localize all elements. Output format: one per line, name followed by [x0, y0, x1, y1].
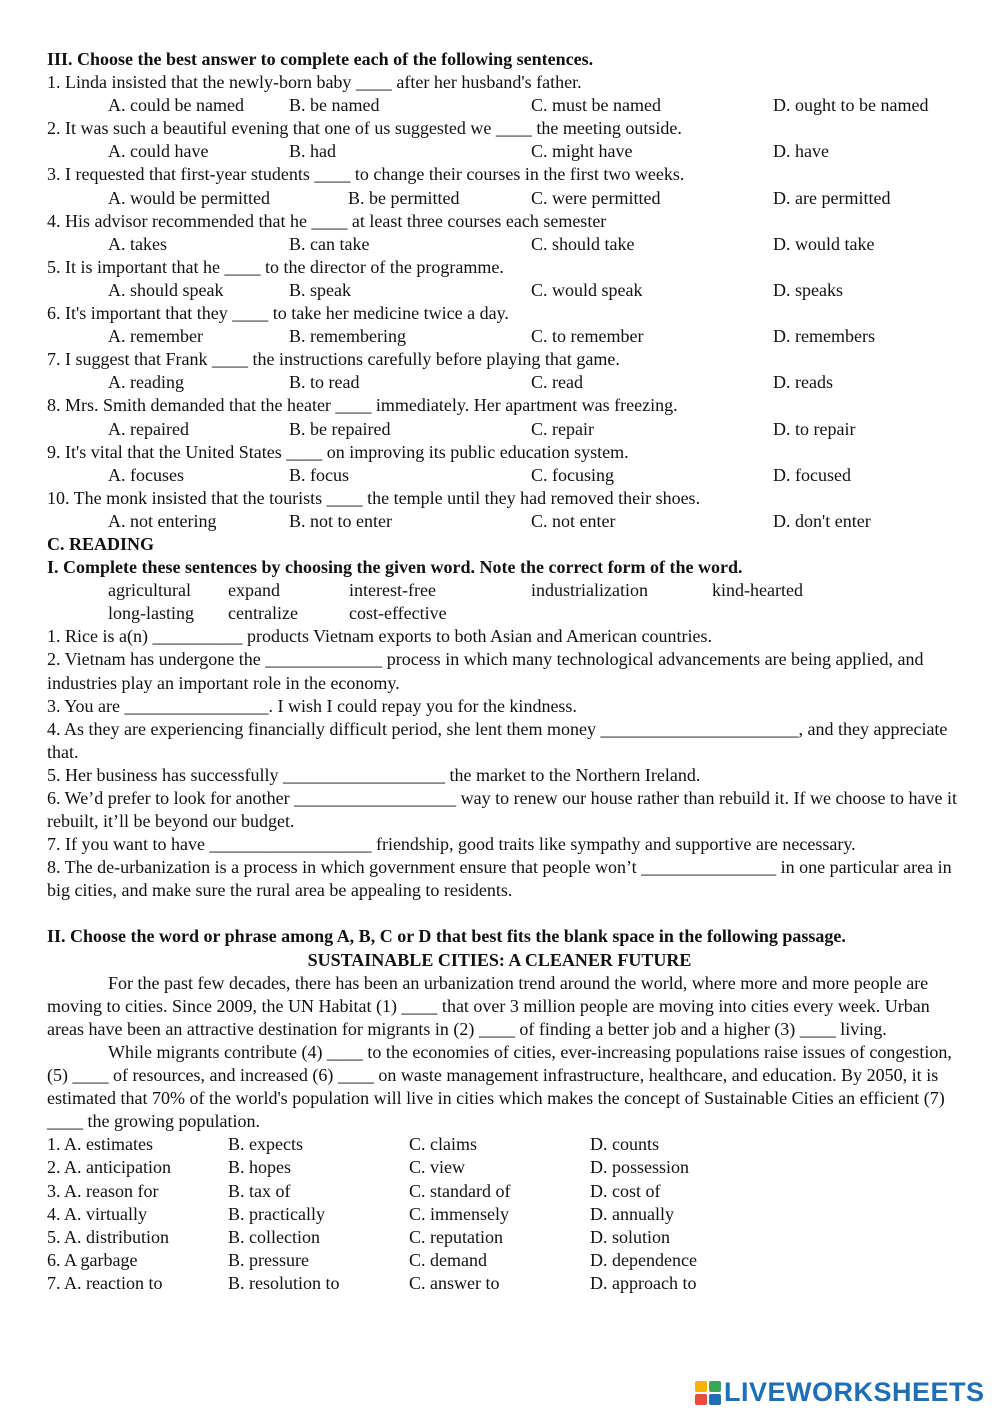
word-bank-item: kind-hearted — [712, 580, 803, 601]
logo-tile — [709, 1381, 721, 1392]
cloze-answer-row-4 — [47, 1203, 967, 1226]
option-d[interactable]: D. solution — [590, 1226, 671, 1247]
option-b[interactable]: B. pressure — [228, 1249, 309, 1270]
option-c[interactable]: C. immensely — [409, 1203, 509, 1224]
answer-options — [47, 233, 967, 256]
grammar-question-8 — [47, 394, 967, 440]
option-b[interactable]: B. be repaired — [289, 418, 391, 439]
option-c[interactable]: C. claims — [409, 1134, 477, 1155]
grammar-question-9 — [47, 441, 967, 487]
answer-options — [47, 279, 967, 302]
logo-tile — [709, 1394, 721, 1405]
cloze-answer-row-3 — [47, 1180, 967, 1203]
answer-options — [47, 325, 967, 348]
question-text: 9. It's vital that the United States ____ on improving its public education system. — [47, 441, 629, 462]
option-a[interactable]: 4. A. virtually — [47, 1203, 147, 1224]
option-d[interactable]: D. don't enter — [773, 510, 871, 531]
grammar-heading: III. Choose the best answer to complete each of the following sentences. — [47, 49, 594, 69]
option-d[interactable]: D. possession — [590, 1157, 690, 1178]
option-c[interactable]: C. repair — [531, 418, 594, 439]
option-c[interactable]: C. must be named — [531, 95, 661, 116]
logo-tile — [695, 1394, 707, 1405]
option-c[interactable]: C. focusing — [531, 464, 614, 485]
passage-paragraph-1: For the past few decades, there has been an urbanization trend around the world, where more and more people are moving to cities. Since 2009, the UN Habitat (1) ____ that over 3 million people are moving into cities every week. Urban areas have been an attractive destination for migrants in (2) ____ of finding a better job and a higher (3) ____ living. — [47, 972, 930, 1039]
option-b[interactable]: B. practically — [228, 1203, 325, 1224]
grammar-question-3 — [47, 163, 967, 209]
option-a[interactable]: A. takes — [108, 233, 167, 254]
option-b[interactable]: B. not to enter — [289, 510, 392, 531]
option-c[interactable]: C. reputation — [409, 1226, 503, 1247]
passage-title: SUSTAINABLE CITIES: A CLEANER FUTURE — [307, 949, 692, 970]
word-bank-item: centralize — [228, 603, 298, 624]
option-a[interactable]: A. remember — [108, 326, 203, 347]
word-form-heading: I. Complete these sentences by choosing the given word. Note the correct form of the word. — [47, 557, 743, 578]
option-b[interactable]: B. be permitted — [348, 187, 460, 208]
option-a[interactable]: A. could have — [108, 141, 209, 162]
option-a[interactable]: 3. A. reason for — [47, 1180, 159, 1201]
option-c[interactable]: C. to remember — [531, 326, 644, 347]
word-bank-row-2 — [47, 602, 967, 625]
option-a[interactable]: 6. A garbage — [47, 1249, 138, 1270]
option-a[interactable]: 1. A. estimates — [47, 1134, 153, 1155]
fill-sentence-1[interactable]: 1. Rice is a(n) __________ products Vietnam exports to both Asian and American countries. — [47, 626, 712, 647]
question-text: 4. His advisor recommended that he ____ at least three courses each semester — [47, 210, 607, 231]
fill-sentence-5[interactable]: 5. Her business has successfully __________________ the market to the Northern Ireland. — [47, 764, 701, 785]
question-text: 10. The monk insisted that the tourists ____ the temple until they had removed their shoes. — [47, 487, 701, 508]
fill-sentence-2[interactable]: 2. Vietnam has undergone the _____________ process in which many technological advancements are being applied, and industries play an important role in the economy. — [47, 649, 924, 693]
option-b[interactable]: B. speak — [289, 279, 351, 300]
option-a[interactable]: A. could be named — [108, 95, 244, 116]
question-text: 3. I requested that first-year students ____ to change their courses in the first two weeks. — [47, 164, 685, 185]
option-a[interactable]: A. focuses — [108, 464, 184, 485]
word-bank-item: interest-free — [349, 580, 436, 601]
fill-sentence-6[interactable]: 6. We’d prefer to look for another __________________ way to renew our house rather than rebuild it. If we choose to have it rebuilt, it’ll be beyond our budget. — [47, 788, 957, 832]
question-text: 2. It was such a beautiful evening that one of us suggested we ____ the meeting outside. — [47, 118, 682, 139]
option-a[interactable]: 5. A. distribution — [47, 1226, 170, 1247]
question-text: 1. Linda insisted that the newly-born baby ____ after her husband's father. — [47, 72, 582, 93]
cloze-heading: II. Choose the word or phrase among A, B, C or D that best fits the blank space in the following passage. — [47, 926, 846, 947]
option-a[interactable]: A. repaired — [108, 418, 189, 439]
logo-tile — [695, 1381, 707, 1392]
option-c[interactable]: C. demand — [409, 1249, 487, 1270]
option-a[interactable]: A. should speak — [108, 279, 224, 300]
option-c[interactable]: C. might have — [531, 141, 633, 162]
answer-options — [47, 140, 967, 163]
cloze-answer-row-6 — [47, 1249, 967, 1272]
option-b[interactable]: B. hopes — [228, 1157, 291, 1178]
answer-options — [47, 187, 967, 210]
grammar-question-2 — [47, 117, 967, 163]
answer-options — [47, 371, 967, 394]
reading-section-title: C. READING — [47, 533, 155, 554]
option-d[interactable]: D. dependence — [590, 1249, 697, 1270]
grammar-question-4 — [47, 210, 967, 256]
option-c[interactable]: C. read — [531, 372, 583, 393]
question-text: 8. Mrs. Smith demanded that the heater ____ immediately. Her apartment was freezing. — [47, 395, 678, 416]
option-c[interactable]: C. should take — [531, 233, 635, 254]
liveworksheets-logo[interactable] — [695, 1378, 985, 1408]
option-c[interactable]: C. answer to — [409, 1272, 500, 1293]
word-bank-item: agricultural — [108, 580, 191, 601]
word-bank-item: industrialization — [531, 580, 648, 601]
fill-sentence-7[interactable]: 7. If you want to have __________________ friendship, good traits like sympathy and supportive are necessary. — [47, 834, 856, 855]
word-bank-item: expand — [228, 580, 280, 601]
option-d[interactable]: D. ought to be named — [773, 95, 929, 116]
option-c[interactable]: C. standard of — [409, 1180, 511, 1201]
logo-text: LIVEWORKSHEETS — [724, 1377, 985, 1408]
option-d[interactable]: D. cost of — [590, 1180, 661, 1201]
word-bank-row-1 — [47, 579, 967, 602]
fill-sentence-3[interactable]: 3. You are ________________. I wish I could repay you for the kindness. — [47, 695, 577, 716]
fill-sentence-8[interactable]: 8. The de-urbanization is a process in which government ensure that people won’t _______________ in one particular area in big cities, and make sure the rural area be appealing to residents. — [47, 857, 952, 901]
answer-options — [47, 510, 967, 533]
grammar-question-10 — [47, 487, 967, 533]
option-b[interactable]: B. to read — [289, 372, 360, 393]
option-b[interactable]: B. tax of — [228, 1180, 291, 1201]
logo-mark-icon — [695, 1381, 721, 1405]
option-b[interactable]: B. can take — [289, 233, 370, 254]
option-b[interactable]: B. remembering — [289, 326, 406, 347]
option-d[interactable]: D. annually — [590, 1203, 674, 1224]
cloze-answer-row-1 — [47, 1133, 967, 1156]
option-d[interactable]: D. to repair — [773, 418, 856, 439]
option-d[interactable]: D. would take — [773, 233, 875, 254]
cloze-answer-row-7 — [47, 1272, 967, 1295]
option-b[interactable]: B. focus — [289, 464, 349, 485]
option-d[interactable]: D. counts — [590, 1134, 659, 1155]
cloze-answer-row-5 — [47, 1226, 967, 1249]
passage-paragraph-2: While migrants contribute (4) ____ to the economies of cities, ever-increasing populations raise issues of congestion, (5) ____ of resources, and increased (6) ____ on waste management infrastructure, healthcare, and education. By 2050, it is estimated that 70% of the world's population will live in cities which makes the concept of Sustainable Cities an efficient (7) ____ the growing population. — [47, 1041, 952, 1132]
option-c[interactable]: C. were permitted — [531, 187, 661, 208]
option-d[interactable]: D. are permitted — [773, 187, 891, 208]
word-bank-item: cost-effective — [349, 603, 447, 624]
question-text: 7. I suggest that Frank ____ the instructions carefully before playing that game. — [47, 349, 620, 370]
option-c[interactable]: C. would speak — [531, 279, 643, 300]
option-a[interactable]: A. not entering — [108, 510, 217, 531]
fill-sentence-4[interactable]: 4. As they are experiencing financially difficult period, she lent them money ______________________, and they appreciate that. — [47, 718, 948, 762]
option-a[interactable]: 2. A. anticipation — [47, 1157, 171, 1178]
question-text: 6. It's important that they ____ to take her medicine twice a day. — [47, 303, 509, 324]
grammar-question-7 — [47, 348, 967, 394]
option-b[interactable]: B. collection — [228, 1226, 320, 1247]
option-b[interactable]: B. be named — [289, 95, 380, 116]
option-c[interactable]: C. not enter — [531, 510, 616, 531]
option-d[interactable]: D. speaks — [773, 279, 843, 300]
word-bank-item: long-lasting — [108, 603, 194, 624]
option-a[interactable]: A. would be permitted — [108, 187, 270, 208]
option-a[interactable]: 7. A. reaction to — [47, 1272, 163, 1293]
option-a[interactable]: A. reading — [108, 372, 184, 393]
cloze-answer-row-2 — [47, 1156, 967, 1179]
answer-options — [47, 464, 967, 487]
answer-options — [47, 418, 967, 441]
worksheet-page — [47, 48, 967, 1295]
option-d[interactable]: D. focused — [773, 464, 851, 485]
option-d[interactable]: D. reads — [773, 372, 833, 393]
option-d[interactable]: D. remembers — [773, 326, 875, 347]
option-b[interactable]: B. expects — [228, 1134, 303, 1155]
grammar-question-6 — [47, 302, 967, 348]
option-d[interactable]: D. have — [773, 141, 829, 162]
spacer — [47, 902, 967, 925]
option-b[interactable]: B. had — [289, 141, 336, 162]
answer-options — [47, 94, 967, 117]
grammar-question-5 — [47, 256, 967, 302]
option-b[interactable]: B. resolution to — [228, 1272, 340, 1293]
option-c[interactable]: C. view — [409, 1157, 465, 1178]
grammar-question-1 — [47, 71, 967, 117]
option-d[interactable]: D. approach to — [590, 1272, 697, 1293]
question-text: 5. It is important that he ____ to the director of the programme. — [47, 256, 504, 277]
